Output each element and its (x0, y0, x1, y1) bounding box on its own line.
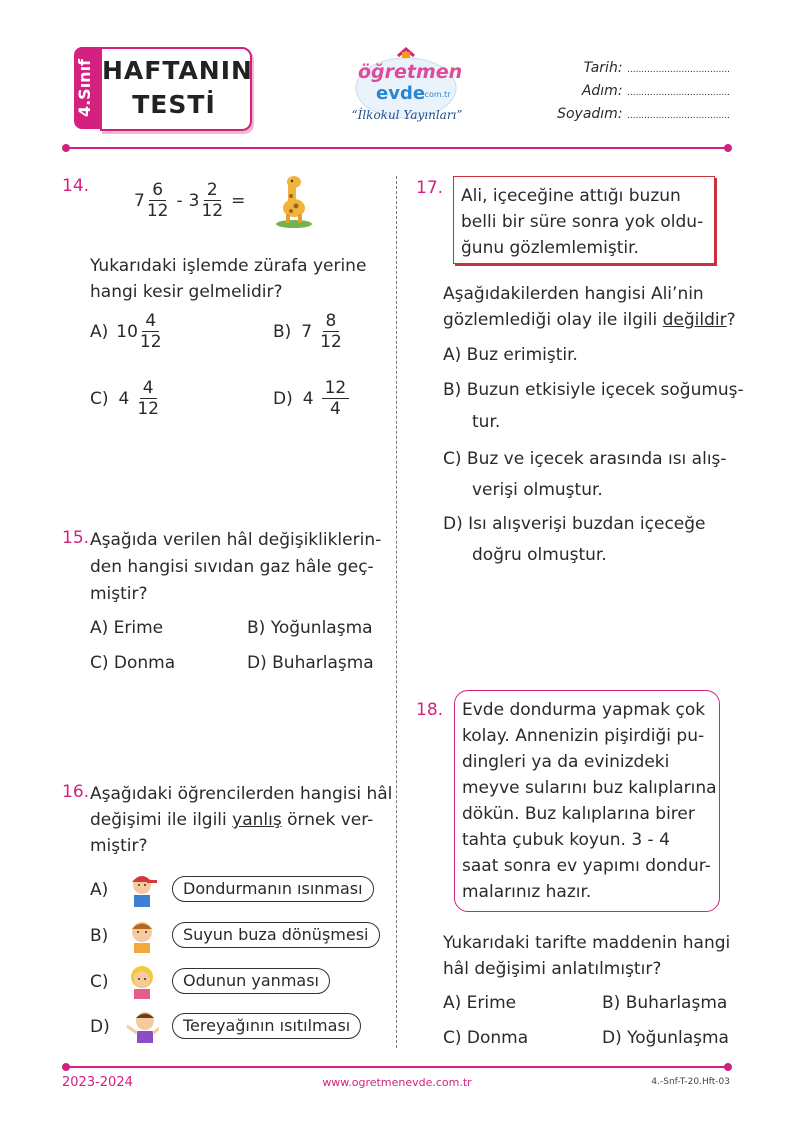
footer-dot-left (62, 1063, 70, 1071)
q15-option-c[interactable]: C) Donma (90, 653, 176, 673)
q14-c-frac (137, 378, 159, 419)
footer-divider (66, 1066, 728, 1068)
q18-box-line7: saat sonra ev yapımı dondur- (462, 856, 711, 876)
q14-d-n: 12 (322, 378, 350, 399)
q14-c-n: 4 (140, 378, 157, 399)
q18-option-c[interactable]: C) Donma (443, 1028, 529, 1048)
q16-a-label[interactable]: A) (90, 880, 109, 900)
q17-q-line1: Aşağıdakilerden hangisi Ali’nin (443, 284, 704, 304)
q17-q-line2-post: ? (726, 310, 736, 330)
q17-option-c[interactable]: C) Buz ve içecek arasında ısı alış- (443, 449, 727, 469)
q18-box-line5: dökün. Buz kalıplarına birer (462, 804, 695, 824)
q14-a-d: 12 (139, 332, 162, 352)
q18-option-b[interactable]: B) Buharlaşma (602, 993, 728, 1013)
q17-option-d[interactable]: D) Isı alışverişi buzdan içeceğe (443, 514, 706, 534)
column-divider (396, 176, 397, 1048)
q14-d-whole: 4 (302, 388, 314, 409)
q16-d-label[interactable]: D) (90, 1017, 110, 1037)
q14-b-frac (320, 311, 342, 352)
q17-box-line2: belli bir süre sonra yok oldu- (461, 212, 704, 232)
q16-c-bubble: Odunun yanması (172, 968, 330, 994)
q18-box-line2: kolay. Annenizin pişirdiği pu- (462, 726, 705, 746)
name-label: Adım: (581, 83, 623, 99)
q17-q-line2-underlined: değildir (662, 310, 727, 330)
q14-b-label: B) (273, 321, 292, 342)
q14-d-d: 4 (329, 399, 341, 419)
date-field[interactable] (520, 60, 730, 83)
q14-option-d[interactable] (273, 378, 351, 419)
surname-dots: .................................... (627, 111, 730, 121)
q18-box-line6: tahta çubuk koyun. 3 - 4 (462, 830, 670, 850)
page-title-line1: HAFTANIN (102, 56, 253, 85)
q16-line2-underlined: yanlış (232, 810, 282, 830)
surname-field[interactable] (520, 106, 730, 129)
q18-option-d[interactable]: D) Yoğunlaşma (602, 1028, 729, 1048)
grade-tab-label: 4.Sınıf (75, 58, 94, 118)
q15-line1: Aşağıda verilen hâl değişikliklerin- (90, 530, 382, 550)
logo-text-bottom: evde (376, 83, 426, 104)
q17-q-line2 (443, 307, 736, 333)
q18-box-line3: dingleri ya da evinizdeki (462, 752, 670, 772)
q16-line3: miştir? (90, 836, 148, 856)
q14-b-d: 12 (320, 332, 342, 352)
q14-c-label: C) (90, 388, 109, 409)
q14-a-whole: 10 (116, 321, 138, 342)
surname-label: Soyadım: (557, 106, 623, 122)
header-divider (66, 147, 728, 149)
q14-option-b[interactable] (273, 311, 344, 352)
publisher-logo (352, 44, 462, 128)
footer-year: 2023-2024 (62, 1075, 133, 1090)
q16-line1: Aşağıdaki öğrencilerden hangisi hâl (90, 784, 393, 804)
student-boy-icon (125, 916, 159, 954)
q14-c-whole: 4 (118, 388, 130, 409)
date-dots: .................................... (627, 65, 730, 75)
q16-line2-post: örnek ver- (281, 810, 374, 830)
q14-eq: = (231, 190, 246, 211)
q18-option-a[interactable]: A) Erime (443, 993, 517, 1013)
student-info-fields (520, 60, 730, 129)
q16-number: 16. (62, 782, 90, 802)
q15-option-a[interactable]: A) Erime (90, 618, 164, 638)
q14-w1: 7 (134, 190, 145, 211)
logo-text-top: öğretmen (358, 61, 463, 83)
q14-option-a[interactable] (90, 311, 164, 352)
footer-url[interactable]: www.ogretmenevde.com.tr (322, 1076, 472, 1089)
q16-c-label[interactable]: C) (90, 972, 109, 992)
q17-number: 17. (416, 178, 444, 198)
divider-dot-right (724, 144, 732, 152)
q14-number: 14. (62, 176, 90, 196)
q14-expression (134, 180, 245, 221)
page-title-line2: TESTİ (132, 90, 216, 119)
q17-option-c-cont[interactable]: verişi olmuştur. (472, 480, 603, 500)
q14-b-n: 8 (323, 311, 340, 332)
q14-text-line2: hangi kesir gelmelidir? (90, 282, 283, 302)
q18-q-line1: Yukarıdaki tarifte maddenin hangi (443, 933, 731, 953)
giraffe-icon (272, 172, 316, 228)
q18-q-line2: hâl değişimi anlatılmıştır? (443, 959, 662, 979)
q14-d2: 12 (201, 201, 224, 221)
q14-d-label: D) (273, 388, 293, 409)
q14-a-label: A) (90, 321, 109, 342)
q16-b-bubble: Suyun buza dönüşmesi (172, 922, 380, 948)
q16-line2-pre: değişimi ile ilgili (90, 810, 233, 830)
q14-w2: 3 (188, 190, 200, 211)
divider-dot-left (62, 144, 70, 152)
q14-d-frac (322, 378, 350, 419)
q14-c-d: 12 (137, 399, 159, 419)
q17-box-line3: ğunu gözlemlemiştir. (461, 238, 639, 258)
q14-frac1 (147, 180, 169, 221)
q15-option-d[interactable]: D) Buharlaşma (247, 653, 374, 673)
q14-op: - (176, 190, 183, 211)
q17-q-line2-pre: gözlemlediği olay ile ilgili (443, 310, 663, 330)
q15-line2: den hangisi sıvıdan gaz hâle geç- (90, 557, 374, 577)
q15-number: 15. (62, 528, 90, 548)
q14-n1: 6 (149, 180, 166, 201)
q15-line3: miştir? (90, 584, 148, 604)
q16-a-bubble: Dondurmanın ısınması (172, 876, 374, 902)
student-boy-cap-icon (125, 870, 159, 908)
q18-box-line4: meyve sularını buz kalıplarına (462, 778, 717, 798)
logo-tagline: “İlkokul Yayınları” (351, 108, 463, 122)
footer-dot-right (724, 1063, 732, 1071)
q17-box-line1: Ali, içeceğine attığı buzun (461, 186, 681, 206)
q17-option-d-cont[interactable]: doğru olmuştur. (472, 545, 607, 565)
q15-option-b[interactable]: B) Yoğunlaşma (247, 618, 373, 638)
q18-box-line8: malarınız hazır. (462, 882, 592, 902)
q14-b-whole: 7 (301, 321, 313, 342)
q14-option-c[interactable] (90, 378, 161, 419)
q14-a-n: 4 (142, 311, 159, 332)
name-field[interactable] (520, 83, 730, 106)
logo-domain: .com.tr (422, 90, 451, 99)
q17-option-b-cont[interactable]: tur. (472, 412, 501, 432)
footer-code: 4.-Snf-T-20.Hft-03 (651, 1077, 730, 1087)
q14-a-frac (140, 311, 162, 352)
q18-number: 18. (416, 700, 444, 720)
q14-text-line1: Yukarıdaki işlemde zürafa yerine (90, 256, 367, 276)
student-boy-arms-up-icon (125, 1006, 159, 1044)
name-dots: .................................... (627, 88, 730, 98)
q16-b-label[interactable]: B) (90, 926, 109, 946)
q14-d1: 12 (146, 201, 169, 221)
q17-option-b[interactable]: B) Buzun etkisiyle içecek soğumuş- (443, 380, 744, 400)
q14-n2: 2 (204, 180, 221, 201)
q18-box-line1: Evde dondurma yapmak çok (462, 700, 706, 720)
student-girl-icon (125, 962, 159, 1000)
q17-option-a[interactable]: A) Buz erimiştir. (443, 345, 578, 365)
q16-d-bubble: Tereyağının ısıtılması (172, 1013, 361, 1039)
q14-frac2 (201, 180, 223, 221)
q16-line2 (90, 807, 373, 833)
date-label: Tarih: (583, 60, 623, 76)
